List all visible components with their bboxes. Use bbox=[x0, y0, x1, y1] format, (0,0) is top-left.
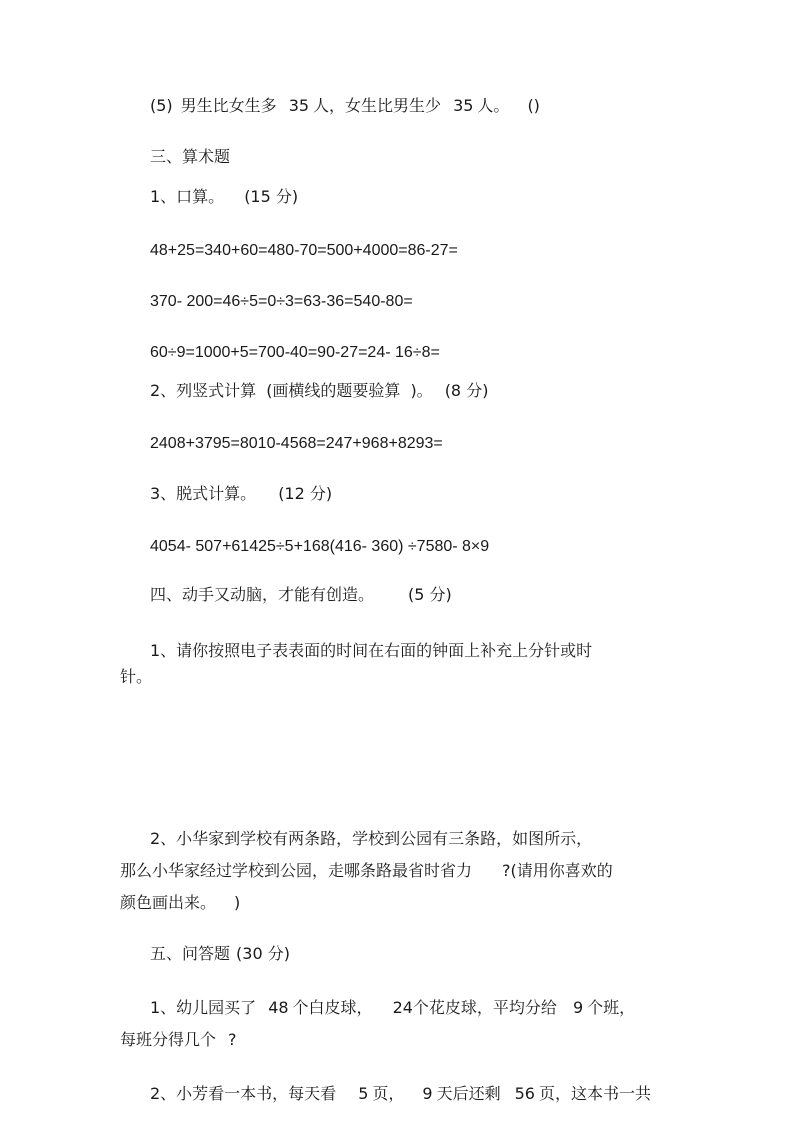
question-text: 个花皮球，平均分给 bbox=[412, 998, 557, 1017]
oral-calc-row-1: 48+25=340+60=480-70=500+4000=86-27= bbox=[150, 242, 458, 259]
question-text: 每班分得几个 bbox=[120, 1030, 217, 1049]
item-text: 人，女生比男生少 bbox=[313, 96, 442, 115]
question-text: 天后还剩 bbox=[436, 1084, 501, 1103]
question-text: 页， bbox=[372, 1084, 405, 1103]
step-calc-row: 4054- 507+61425÷5+168(416- 360) ÷7580- 8×9 bbox=[150, 538, 490, 555]
question-text: 2、小芳看一本书，每天看 bbox=[150, 1084, 337, 1103]
section-3-q2-header bbox=[150, 381, 488, 401]
section-3-q3-header bbox=[150, 484, 332, 504]
question-label: 1、口算。 bbox=[150, 187, 225, 206]
item-number-value: 35 bbox=[288, 96, 310, 115]
oral-calc-row-2: 370- 200=46÷5=0÷3=63-36=540-80= bbox=[150, 293, 413, 310]
question-text: 1、幼儿园买了 bbox=[150, 998, 257, 1017]
question-label: 3、脱式计算。 bbox=[150, 484, 257, 503]
question-text: 颜色画出来。 bbox=[120, 893, 217, 912]
section-4-q2-line-1: 2、小华家到学校有两条路，学校到公园有三条路，如图所示， bbox=[150, 829, 593, 848]
section-4-q1-line-2: 针。 bbox=[120, 667, 153, 686]
item-text: 男生比女生多 bbox=[180, 96, 277, 115]
question-number: 9 bbox=[422, 1084, 433, 1103]
section-4-q2-line-3 bbox=[120, 893, 240, 913]
question-text: 那么小华家经过学校到公园，走哪条路最省时省力 bbox=[120, 861, 473, 880]
section-4-q2-line-2 bbox=[120, 861, 613, 881]
question-note-end: )。 bbox=[410, 381, 433, 400]
answer-parentheses[interactable]: () bbox=[527, 96, 540, 115]
question-score: (8 分) bbox=[444, 381, 489, 400]
section-3-title: 三、算术题 bbox=[150, 147, 231, 166]
question-text: 个白皮球， bbox=[292, 998, 373, 1017]
question-text: 个班， bbox=[587, 998, 636, 1017]
section-4-title: 四、动手又动脑，才能有创造。 bbox=[150, 585, 375, 604]
section-5-q1-line-2 bbox=[120, 1030, 237, 1050]
item-number: (5) bbox=[150, 96, 173, 115]
question-text: 页，这本书一共 bbox=[538, 1084, 651, 1103]
question-number: 56 bbox=[514, 1084, 535, 1103]
question-score: (15 分) bbox=[244, 187, 299, 206]
question-number: 48 bbox=[268, 998, 289, 1017]
question-note: (画横线的题要验算 bbox=[266, 381, 401, 400]
section-3-q1-header bbox=[150, 187, 298, 207]
section-5-title: 五、问答题 bbox=[150, 944, 231, 963]
item-text: 人。 bbox=[477, 96, 510, 115]
section-5-q1-line-1 bbox=[150, 998, 635, 1018]
judge-item-5 bbox=[150, 96, 540, 116]
section-4-title-row bbox=[150, 585, 452, 605]
vertical-calc-row: 2408+3795=8010-4568=247+968+8293= bbox=[150, 435, 443, 452]
question-score: (12 分) bbox=[278, 484, 333, 503]
question-mark: ? bbox=[228, 1030, 237, 1049]
question-number: 5 bbox=[358, 1084, 369, 1103]
section-5-q2-line-1 bbox=[150, 1084, 651, 1104]
question-number: 24 bbox=[392, 998, 413, 1017]
section-4-q1-line-1: 1、请你按照电子表表面的时间在右面的钟面上补充上分针或时 bbox=[150, 641, 593, 660]
question-label: 2、列竖式计算 bbox=[150, 381, 257, 400]
question-text-end: ) bbox=[234, 893, 241, 912]
question-number: 9 bbox=[572, 998, 584, 1017]
question-score: (5 分) bbox=[408, 585, 452, 604]
section-5-title-row bbox=[150, 944, 290, 964]
question-text: ?(请用你喜欢的 bbox=[502, 861, 613, 880]
item-number-value: 35 bbox=[453, 96, 474, 115]
oral-calc-row-3: 60÷9=1000+5=700-40=90-27=24- 16÷8= bbox=[150, 344, 440, 361]
question-score: (30 分) bbox=[236, 944, 290, 963]
